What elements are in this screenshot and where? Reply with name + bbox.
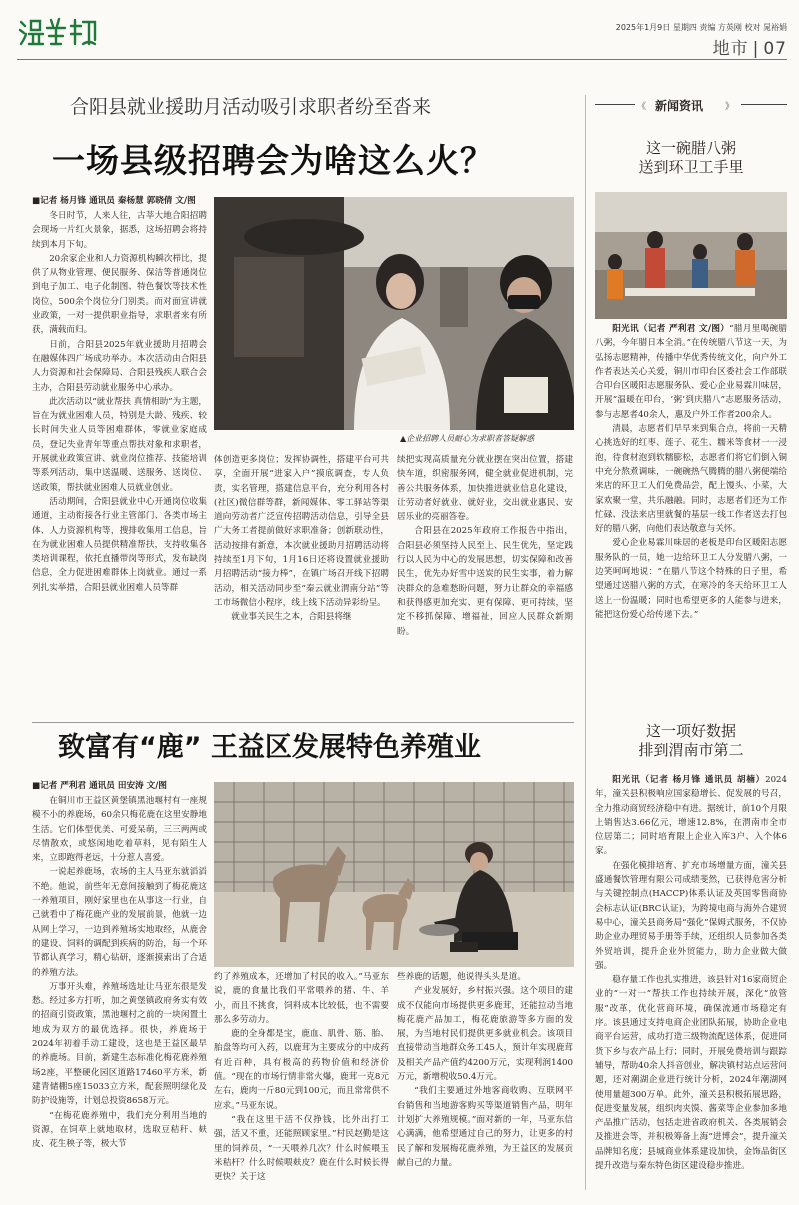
lead-paragraph: 日前，合阳县2025年就业援助月招聘会在融媒体四广场成功举办。本次活动由合阳县人力资源和社会保障局、合阳县残疾人联合会主办，合阳县劳动就业服务中心承办。 <box>32 339 207 393</box>
sidebar-story2-title-line: 排到渭南市第二 <box>638 741 744 759</box>
lead-credit: ■记者 杨月锋 通讯员 秦杨慧 郭晓倩 文/图 <box>32 196 196 206</box>
lead-paragraph: 就业事关民生之本，合阳县将继 <box>231 612 352 623</box>
lead-column-1 <box>32 195 207 595</box>
second-paragraph: 产业发展好，乡村振兴强。这个项目的建成不仅能向市场提供更多鹿茸，还能拉动当地梅花鹿产品加工，梅花鹿旅游等多方面的发展，为当地村民们提供更多就业机会。该项目直接带动当地群众务工45人，预计年实现鹿茸及相关产品产值约4200万元，实现利润1400万元，新增税收50.4万元。 <box>397 986 573 1083</box>
second-paragraph: 些养鹿的话题，他说得头头是道。 <box>397 972 526 982</box>
section-label: 地市 | 07 <box>712 39 787 59</box>
masthead-logo <box>17 14 107 48</box>
second-paragraph: “在梅花鹿养殖中，我们充分利用当地的资源，在饲草上就地取材，选取豆秸秆、麸皮、花生秧子等，极大节 <box>32 1110 207 1150</box>
sidebar-story2-title-line: 这一项好数据 <box>645 722 736 740</box>
sidebar-paragraph: “腊月里喝碗腊八粥，今年腊日本全消。”在传统腊八节这一天，为弘扬志愿精神，传播中华优秀传统文化，向户外工作者表达关心关爱，铜川市印台区委社会工作部联合印台区暖阳志愿服务队、爱心企业易霖川味居，开展“温暖在印台，‘粥’到庆腊八”志愿服务活动，参与志愿者40余人，惠及户外工作者200余人。 <box>595 324 787 420</box>
sidebar-paragraph: 2024年，潼关县积极响应国家稳增长、促发展的号召，全力推动商贸经济稳中有进。据统计，前10个月限上销售达3.66亿元，增速12.8%，在渭南市全市位居第二；同时培育限上企业入库3户、入个体6家。 <box>595 775 787 857</box>
sidebar-divider <box>585 95 586 1190</box>
lead-paragraph: 续把实现高质量充分就业摆在突出位置，搭建快车道，织密服务网，健全就业促进机制，完善公共服务体系，加快推进就业信息化建设，让劳动者好就业、就好业，交出就业惠民、安居乐业的亮丽答卷。 <box>397 455 573 523</box>
lead-headline: 一场县级招聘会为啥这么火？ <box>52 141 494 180</box>
lead-column-2 <box>214 453 389 625</box>
sidebar-story1-title <box>595 139 787 177</box>
lead-paragraph: 冬日时节，人来人往，古莘大地合阳招聘会现场一片红火景象，据悉，这场招聘会将持续到本月下旬。 <box>32 211 207 250</box>
lead-paragraph: 此次活动以“就业帮扶 真情相助”为主题，旨在为就业困难人员，特别是大龄、残疾、较长时间失业人员等困难群体，零就业家庭成员，登记失业青年等重点帮扶对象和求职者，开展就业政策宣讲、就业岗位推荐、技能培训等系列活动，集中送温暖、送服务、送岗位、送政策，帮扶就业困难人员就业创业。 <box>32 396 207 493</box>
page-number: 07 <box>763 39 787 59</box>
sidebar-header-text: 新闻资讯 <box>655 99 704 113</box>
second-headline: 致富有“鹿” 王益区发展特色养殖业 <box>58 732 481 763</box>
sidebar-story1-credit: 阳光讯（记者 严利君 文/图） <box>612 324 730 334</box>
lead-column-3 <box>397 453 573 639</box>
sidebar-paragraph: 稳存量工作也扎实推进，该县针对16家商贸企业的“一对一”帮扶工作也持续开展，深化“放管服”改革，优化营商环境，确保流通市场稳定有序。该县通过支持电商企业团队拓展，协助企业电商平台运营，成功打造三级物流配送体系，促进同货下乡与农产品上行；同时，开展免费培训与跟踪辅导，帮助40余人抖音创业，解决镇村站点运营问题，还对潮湖企业进行统计分析，2024年潮湖网使用量超300万单。此外，潼关县积极拓展思路，促进变量发展，组织肉夹馍、酱菜等企业参加多地产品推广活动，包括走进省政府机关、各类展销会及推进会等，并积极筹备上海“进博会”，提升潼关品牌知名度；县城商业体系建设加快，金饰品街区提升改造与秦东特色街区建设稳步推进。 <box>595 975 787 1172</box>
lead-photo-caption: ▲企业招聘人员耐心为求职者答疑解惑 <box>400 434 535 443</box>
second-column-3 <box>397 970 573 1170</box>
sidebar-story1-title-line: 这一碗腊八粥 <box>645 139 736 157</box>
sidebar-story1-title-line: 送到环卫工手里 <box>638 158 744 176</box>
dateline: 2025年1月9日 星期四 责编 方英刚 校对 晁裕娟 <box>615 23 787 32</box>
second-column-1 <box>32 780 207 1151</box>
lead-paragraph: 合阳县在2025年政府工作报告中指出，合阳县必须坚持人民至上、民生优先，坚定践行以人民为中心的发展思想，切实保障和改善民生，优先办好雪中送炭的民生实事，着力解决群众的急难愁盼问题，努力让群众的幸福感和获得感更加充实、更有保障、更可持续，坚定不移抓保障、增福祉，回应人民群众新期盼。 <box>397 526 573 637</box>
deer-farm-photo <box>214 782 574 967</box>
sidebar-paragraph: 爱心企业易霖川味居的老板是印台区暖阳志愿服务队的一员，她一边给环卫工人分发腊八粥，一边笑呵呵地说：“在腊八节这个特殊的日子里，希望通过送腊八粥的方式，在寒冷的冬天给环卫工人送上一份温暖；同时也希望更多的人能参与进来，能把这份爱心给传递下去。” <box>595 538 787 620</box>
laba-porridge-photo <box>595 192 787 319</box>
sidebar-story2-credit: 阳光讯（记者 杨月锋 通讯员 胡楠） <box>612 775 766 785</box>
second-column-2 <box>214 970 389 1184</box>
masthead-rule <box>17 59 787 60</box>
sidebar-story2-title <box>595 722 787 760</box>
second-paragraph: 一说起养鹿场，农场的主人马亚东就滔滔不绝。他说，前些年无意间接触到了梅花鹿这一养殖项目，刚好家里也在从事这一行业，自己就看中了梅花鹿产业的发展前景，他就一边从网上学习，一边到养殖场实地取经，从鹿舍的建设、饲料的调配到疾病的防治，每一个环节都认真学习，精心钻研，逐渐摸索出了合适的养殖方法。 <box>32 867 207 978</box>
job-fair-photo <box>214 197 574 430</box>
second-paragraph: “我在这里干活不仅挣钱，比外出打工强，活又不重，还能照顾家里。”村民赵勤是这里的饲养员，“一天喂养几次？什么时候喂玉米秸杆？什么时候喂麸皮？鹿在什么时候长得更快？关于这 <box>214 1114 389 1183</box>
sidebar-paragraph: 在强化模排培育、扩充市场增量方面，潼关县盛通餐饮管理有限公司成绩斐然，已获得危害分析与关键控制点(HACCP)体系认证及英国零售商协会标志认证(BRC认证)，为跨境电商与海外合建贸易中心，潼关县商务局“强化”保姆式服务，不仅协助企业办理贸易手册等手续，还组织人员参加各类外贸培训，提升企业外贸能力，助力企业做大做强。 <box>595 860 787 971</box>
section-name: 地市 <box>712 39 749 59</box>
lead-paragraph: 活动期间，合阳县就业中心开通岗位收集通道，主动衔接各行业主管部门、各类市场主体、人力资源机构等，搜排收集用工信息，旨在为就业困难人员提供精准帮扶，支持收集各类培训课程，依托直播带岗等形式，发布缺岗信息，全力促进困难群体上岗就业。通过一系列扎实举措，合阳县就业困难人员等群 <box>32 496 207 593</box>
second-paragraph: 在铜川市王益区黄堡镇黑池堰村有一座规模不小的养鹿场，60余只梅花鹿在这里安静地生活。它们体型优美、可爱呆萌，三三两两或尽情散欢，或悠闲地吃着草料，见有陌生人来，立即跑得老远，十分惹人喜爱。 <box>32 796 207 864</box>
sidebar-paragraph: 清晨，志愿者们早早来到集合点，将前一天精心挑选好的红枣、莲子、花生、糯米等食材一一浸泡，待食材泡到软糯膨松，志愿者们将它们倒入铜中充分熬煮调味，一碗碗热气腾腾的腊八粥便端给来店的环卫工人们免费品尝，配上馒头、小菜，大家欢聚一堂，共乐融融。同时，志愿者们还为工作忙碌、没法来店里就餐的基层一线工作者送去打包好的腊八粥，向他们表达敬意与关怀。 <box>595 424 787 535</box>
lead-kicker: 合阳县就业援助月活动吸引求职者纷至沓来 <box>70 96 432 118</box>
story-divider <box>32 722 574 723</box>
lead-paragraph: 20余家企业和人力资源机构瞬次栉比，提供了从物业管理、便民服务、保洁等普通岗位到电子加工、电子化制图、特色餐饮等技术性岗位，500余个岗位分门别类。而对面宣讲就业政策，一对一提供职业指导，求职者来有所获，满载而归。 <box>32 253 207 336</box>
lead-paragraph: 体创造更多岗位；发挥协调性，搭建平台可共享，全面开展“进家入户”摸底调查，专人负责，实名管理，搭建信息平台，充分利用各村(社区)微信群等群，新闻媒体、零工驿站等渠道向劳动者广泛宣传招聘活动信息，引导全县广大务工者提前做好求职准备；创新联动性，活动按排有新意，本次就业援助月招聘活动将持续至1月下旬，1月16日还将设置就业援助月招聘活动“接力棒”，在镇广场召开线下招聘活动，相关活动同步至“秦云就业渭南分站”等工市场微信小程序，线上线下活动异彩纷呈。 <box>214 455 389 608</box>
second-paragraph: “我们主要通过外地客商收购、互联网平台销售和当地游客购买等渠道销售产品，明年计划扩大养殖规模。”面对新的一年，马亚东信心满满，他希望通过自己的努力，让更多的村民了解和发展梅花鹿养殖，为王益区的发展贡献自己的力量。 <box>397 1086 573 1168</box>
sidebar-header: 《 新闻资讯 》 <box>595 96 787 114</box>
sidebar-story1-body <box>595 322 787 622</box>
second-paragraph: 鹿的全身都是宝，鹿血、肌骨、筋、胎、胎盘等均可入药，以鹿茸为主要成分的中成药有近百种，具有极高的药物价值和经济价值。“现在的市场行情非常火爆，鹿茸一克8元左右，鹿肉一斤80元到100元，而且常常供不应求。”马亚东说。 <box>214 1029 389 1111</box>
second-credit: ■记者 严利君 通讯员 田安涛 文/图 <box>32 781 167 791</box>
second-paragraph: 万事开头难，养殖场选址让马亚东很是发愁。经过多方打听，加之黄堡镇政府务实有效的招商引资政策，黑池堰村之前的一块闲置土地成为双方的最优选择。很快，养鹿场于2024年初着手动工建设，这也是王益区最早的养鹿场。目前，新建生态标准化梅花鹿养殖场2座，平整硬化园区道路17460平方米，新建青储棚5座15033立方米，配套照明绿化及防护设施等，计划总投资8658万元。 <box>32 981 207 1107</box>
second-paragraph: 约了养殖成本，还增加了村民的收入。”马亚东说，鹿的食量比我们平常喂养的猪、牛、羊小，而且不挑食，饲料成本比较低，也不需要那么多劳动力。 <box>214 972 389 1025</box>
sidebar-story2-body <box>595 773 787 1173</box>
